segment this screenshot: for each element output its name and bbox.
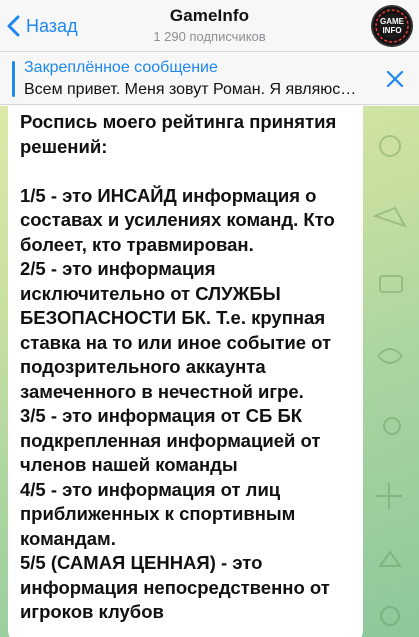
pinned-title: Закреплённое сообщение xyxy=(24,59,218,76)
message-line: командам. xyxy=(20,527,116,549)
subscriber-count: 1 290 подписчиков xyxy=(153,29,266,44)
message-blank-line xyxy=(20,159,353,184)
pinned-preview-text: Всем привет. Меня зовут Роман. Я являюс… xyxy=(24,81,357,98)
message-line: информация непосредственно от xyxy=(20,576,330,598)
background-doodles xyxy=(360,106,419,637)
gameinfo-logo-icon xyxy=(371,5,413,47)
message-line: исключительно от СЛУЖБЫ xyxy=(20,282,281,304)
message-line: 2/5 - это информация xyxy=(20,258,216,279)
message-line: ставка на то или иное событие от xyxy=(20,331,332,353)
message-line: 4/5 - это информация от лиц xyxy=(20,478,281,500)
message-line: членов нашей команды xyxy=(20,454,238,475)
message-line: болеет, кто травмирован. xyxy=(20,233,254,255)
message-bubble[interactable] xyxy=(8,106,363,637)
message-text xyxy=(20,110,353,625)
message-line: составах и усилениях команд. Кто xyxy=(20,209,335,230)
back-label: Назад xyxy=(26,15,78,36)
svg-text:INFO: INFO xyxy=(382,26,402,35)
message-line: 1/5 - это ИНСАЙД информация о xyxy=(20,184,317,206)
message-line: Роспись моего рейтинга принятия xyxy=(20,111,337,132)
message-line: замеченного в нечестной игре. xyxy=(20,380,304,402)
channel-title: GameInfo xyxy=(169,6,250,25)
pinned-message-bar[interactable] xyxy=(0,53,419,105)
channel-header[interactable] xyxy=(0,6,419,44)
message-line: БЕЗОПАСНОСТИ БК. Т.е. крупная xyxy=(20,307,326,328)
top-nav-bar xyxy=(0,0,419,52)
svg-text:GAME: GAME xyxy=(380,17,404,26)
pinned-accent-line xyxy=(12,61,15,97)
message-line: 5/5 (САМАЯ ЦЕННАЯ) - это xyxy=(20,552,263,573)
message-line: подозрительного аккаунта xyxy=(20,356,266,377)
message-line: 3/5 - это информация от СБ БК xyxy=(20,405,303,426)
message-line: решений: xyxy=(20,135,108,157)
channel-avatar[interactable] xyxy=(371,5,413,47)
close-icon[interactable] xyxy=(383,67,407,91)
message-line: игроков клубов xyxy=(20,601,164,622)
chat-area[interactable] xyxy=(0,106,419,637)
message-line: подкрепленная информацией от xyxy=(20,429,321,451)
message-line: приближенных к спортивным xyxy=(20,503,296,524)
